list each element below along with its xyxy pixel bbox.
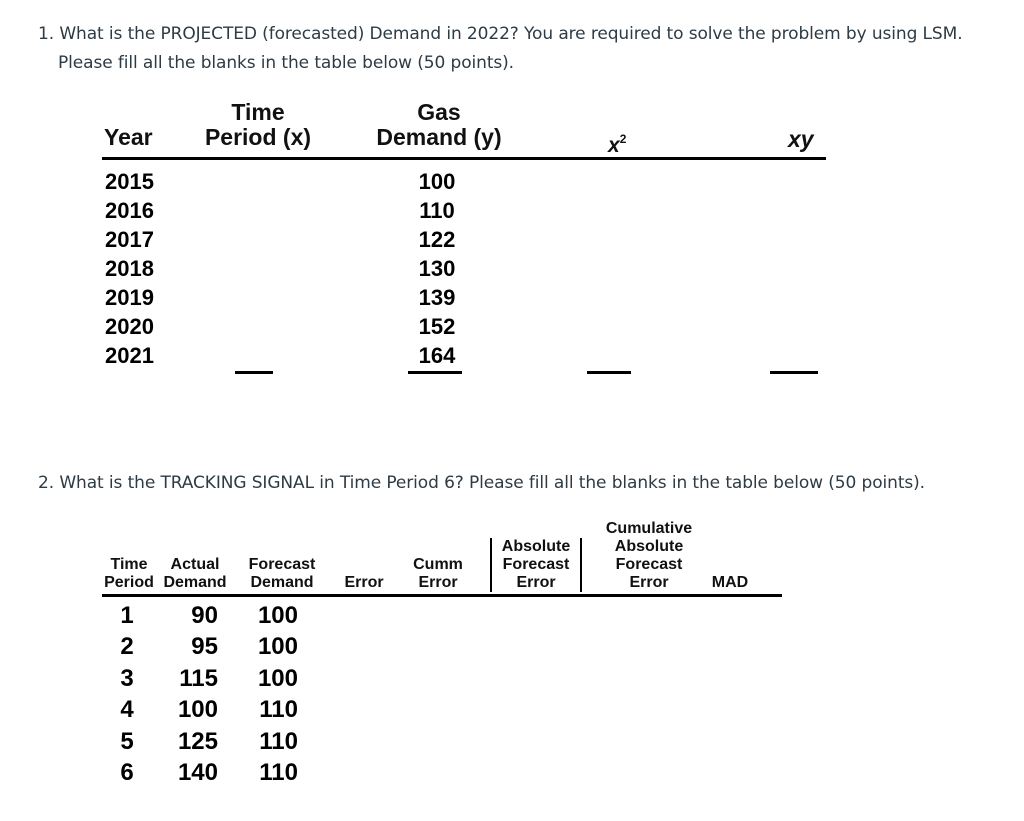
period-cell: 3 <box>120 664 134 692</box>
question-1-line-2: Please fill all the blanks in the table below (50 points). <box>58 53 514 73</box>
year-cell: 2015 <box>105 169 154 194</box>
demand-cell: 130 <box>418 256 456 281</box>
period-cell: 4 <box>120 696 134 724</box>
header-gas-demand: Gas Demand (y) <box>376 99 502 150</box>
year-column <box>105 167 154 370</box>
forecast-cell: 100 <box>257 602 298 629</box>
sum-x2-blank <box>587 371 631 374</box>
year-cell: 2018 <box>105 256 154 281</box>
year-cell: 2016 <box>105 198 154 223</box>
demand-cell: 100 <box>418 169 456 194</box>
actual-cell: 125 <box>177 727 218 755</box>
question-1-text <box>38 20 998 78</box>
question-2-text: 2. What is the TRACKING SIGNAL in Time Period 6? Please fill all the blanks in the table below (50 points). <box>38 473 925 493</box>
year-cell: 2019 <box>105 285 154 310</box>
period-cell: 5 <box>120 727 134 755</box>
question-1-line-1: 1. What is the PROJECTED (forecasted) Demand in 2022? You are required to solve the problem by using LSM. <box>38 24 963 44</box>
demand-cell: 139 <box>418 285 456 310</box>
sum-x-blank <box>235 371 273 374</box>
header-cumulative-absolute-forecast-error: Cumulative Absolute Forecast Error <box>605 520 693 591</box>
year-cell: 2017 <box>105 227 154 252</box>
header-absolute-forecast-error: Absolute Forecast Error <box>490 538 582 592</box>
period-column <box>112 600 142 788</box>
forecast-cell: 110 <box>259 759 298 787</box>
forecast-cell: 110 <box>259 696 298 724</box>
period-cell: 6 <box>120 759 134 787</box>
actual-cell: 90 <box>191 602 218 629</box>
header-actual-demand: Actual Demand <box>163 556 227 591</box>
actual-cell: 95 <box>191 633 218 661</box>
header-rule-2 <box>102 594 782 597</box>
period-cell: 1 <box>120 602 134 629</box>
actual-cell: 140 <box>177 759 218 787</box>
forecast-cell: 100 <box>257 664 298 692</box>
header-xy: xy <box>788 126 814 152</box>
header-cumm-error: Cumm Error <box>413 556 463 591</box>
header-time-period-2: Time Period <box>104 556 154 591</box>
actual-cell: 115 <box>179 664 218 692</box>
header-mad: MAD <box>711 574 749 591</box>
actual-column <box>160 600 218 788</box>
demand-cell: 152 <box>418 314 456 339</box>
year-cell: 2021 <box>105 343 154 368</box>
header-forecast-demand: Forecast Demand <box>248 556 316 591</box>
forecast-cell: 100 <box>257 633 298 661</box>
header-rule <box>102 157 826 160</box>
header-time-period: Time Period (x) <box>204 99 312 150</box>
header-x-squared: $x^2$ <box>608 132 627 157</box>
demand-cell: 122 <box>418 227 456 252</box>
header-year: Year <box>104 124 153 150</box>
actual-cell: 100 <box>177 696 218 724</box>
year-cell: 2020 <box>105 314 154 339</box>
forecast-cell: 110 <box>259 727 298 755</box>
demand-cell: 164 <box>418 343 456 368</box>
sum-y-rule <box>408 371 462 374</box>
header-error: Error <box>344 574 384 591</box>
demand-column <box>406 167 468 370</box>
forecast-column <box>240 600 298 788</box>
demand-cell: 110 <box>419 198 455 223</box>
period-cell: 2 <box>120 633 134 661</box>
sum-xy-blank <box>770 371 818 374</box>
